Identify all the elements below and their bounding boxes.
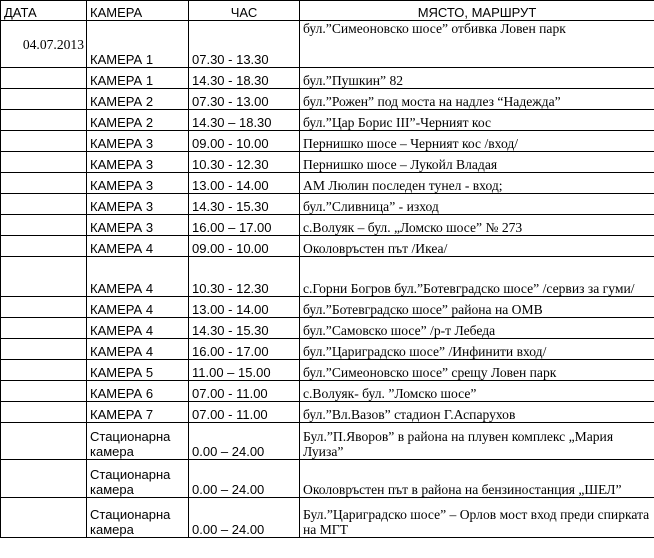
time-cell: 14.30 - 15.30	[189, 318, 300, 339]
time-cell: 07.00 - 11.00	[189, 381, 300, 402]
time-cell: 14.30 – 18.30	[189, 110, 300, 131]
place-cell: Околовръстен път /Икеа/	[300, 236, 654, 257]
place-cell: бул.”Цариградско шосе” /Инфинити вход/	[300, 339, 654, 360]
date-cell	[1, 498, 87, 538]
table-row	[1, 402, 654, 423]
camera-cell: КАМЕРА 2	[87, 89, 189, 110]
table-row	[1, 498, 654, 538]
table-row	[1, 194, 654, 215]
camera-cell: КАМЕРА 3	[87, 215, 189, 236]
camera-cell: КАМЕРА 4	[87, 257, 189, 297]
header-camera: КАМЕРА	[87, 1, 189, 21]
place-cell: бул.”Симеоновско шосе” отбивка Ловен парк	[300, 21, 654, 68]
date-cell	[1, 236, 87, 257]
place-cell: Бул.”П.Яворов” в района на плувен комплекс „Мария Луиза”	[300, 423, 654, 460]
place-cell: Пернишко шосе – Черният кос /вход/	[300, 131, 654, 152]
place-cell: Пернишко шосе – Лукойл Владая	[300, 152, 654, 173]
place-cell: бул.”Пушкин” 82	[300, 68, 654, 89]
camera-cell: Стационарна камера	[87, 423, 189, 460]
place-cell: Околовръстен път в района на бензиностанция „ШЕЛ”	[300, 460, 654, 498]
date-cell	[1, 297, 87, 318]
table-row	[1, 297, 654, 318]
time-cell: 16.00 - 17.00	[189, 339, 300, 360]
time-cell: 14.30 - 18.30	[189, 68, 300, 89]
table-row	[1, 68, 654, 89]
camera-cell: КАМЕРА 4	[87, 236, 189, 257]
date-cell	[1, 173, 87, 194]
time-cell: 0.00 – 24.00	[189, 460, 300, 498]
place-cell: бул.”Цар Борис III”-Черният кос	[300, 110, 654, 131]
time-cell: 0.00 – 24.00	[189, 423, 300, 460]
camera-cell: КАМЕРА 4	[87, 297, 189, 318]
date-cell	[1, 68, 87, 89]
date-cell	[1, 318, 87, 339]
date-cell	[1, 89, 87, 110]
table-row	[1, 318, 654, 339]
place-cell: АМ Люлин последен тунел - вход;	[300, 173, 654, 194]
place-cell: Бул.”Цариградско шосе” – Орлов мост вход преди спирката на МГТ	[300, 498, 654, 538]
header-date: ДАТА	[1, 1, 87, 21]
date-cell	[1, 423, 87, 460]
time-cell: 09.00 - 10.00	[189, 236, 300, 257]
camera-cell: КАМЕРА 1	[87, 68, 189, 89]
place-cell: с.Волуяк- бул. ”Ломско шосе”	[300, 381, 654, 402]
table-row	[1, 360, 654, 381]
date-cell	[1, 131, 87, 152]
time-cell: 16.00 – 17.00	[189, 215, 300, 236]
date-cell: 04.07.2013	[1, 21, 87, 68]
table-row	[1, 257, 654, 297]
camera-cell: Стационарна камера	[87, 460, 189, 498]
time-cell: 13.00 - 14.00	[189, 173, 300, 194]
place-cell: бул.”Вл.Вазов” стадион Г.Аспарухов	[300, 402, 654, 423]
place-cell: с.Волуяк – бул. „Ломско шосе” № 273	[300, 215, 654, 236]
header-row	[1, 1, 654, 21]
time-cell: 0.00 – 24.00	[189, 498, 300, 538]
camera-cell: КАМЕРА 7	[87, 402, 189, 423]
camera-cell: КАМЕРА 3	[87, 131, 189, 152]
date-cell	[1, 360, 87, 381]
date-cell	[1, 110, 87, 131]
table-row	[1, 173, 654, 194]
camera-cell: КАМЕРА 4	[87, 318, 189, 339]
time-cell: 11.00 – 15.00	[189, 360, 300, 381]
camera-cell: КАМЕРА 4	[87, 339, 189, 360]
camera-cell: КАМЕРА 3	[87, 194, 189, 215]
place-cell: бул.”Самовско шосе” /р-т Лебеда	[300, 318, 654, 339]
time-cell: 14.30 - 15.30	[189, 194, 300, 215]
table-row	[1, 460, 654, 498]
camera-cell: КАМЕРА 3	[87, 152, 189, 173]
table-row	[1, 131, 654, 152]
camera-cell: КАМЕРА 2	[87, 110, 189, 131]
table-row	[1, 89, 654, 110]
time-cell: 10.30 - 12.30	[189, 152, 300, 173]
place-cell: бул.”Рожен” под моста на надлез “Надежда”	[300, 89, 654, 110]
camera-cell: КАМЕРА 5	[87, 360, 189, 381]
time-cell: 07.00 - 11.00	[189, 402, 300, 423]
date-cell	[1, 194, 87, 215]
place-cell: с.Горни Богров бул.”Ботевградско шосе” /сервиз за гуми/	[300, 257, 654, 297]
header-time: ЧАС	[189, 1, 300, 21]
table-row	[1, 339, 654, 360]
table-row	[1, 152, 654, 173]
date-cell	[1, 381, 87, 402]
place-cell: бул.”Симеоновско шосе” срещу Ловен парк	[300, 360, 654, 381]
date-cell	[1, 339, 87, 360]
table-row	[1, 423, 654, 460]
date-cell	[1, 402, 87, 423]
camera-cell: Стационарна камера	[87, 498, 189, 538]
table-row	[1, 21, 654, 68]
date-cell	[1, 215, 87, 236]
header-place: МЯСТО, МАРШРУТ	[300, 1, 654, 21]
date-cell	[1, 257, 87, 297]
date-cell	[1, 152, 87, 173]
place-cell: бул.”Ботевградско шосе” района на OMB	[300, 297, 654, 318]
time-cell: 09.00 - 10.00	[189, 131, 300, 152]
place-cell: бул.”Сливница” - изход	[300, 194, 654, 215]
table-row	[1, 381, 654, 402]
date-cell	[1, 460, 87, 498]
camera-cell: КАМЕРА 1	[87, 21, 189, 68]
table-row	[1, 110, 654, 131]
time-cell: 07.30 - 13.30	[189, 21, 300, 68]
camera-cell: КАМЕРА 3	[87, 173, 189, 194]
table-row	[1, 215, 654, 236]
table-row	[1, 236, 654, 257]
time-cell: 10.30 - 12.30	[189, 257, 300, 297]
camera-cell: КАМЕРА 6	[87, 381, 189, 402]
time-cell: 13.00 - 14.00	[189, 297, 300, 318]
time-cell: 07.30 - 13.00	[189, 89, 300, 110]
